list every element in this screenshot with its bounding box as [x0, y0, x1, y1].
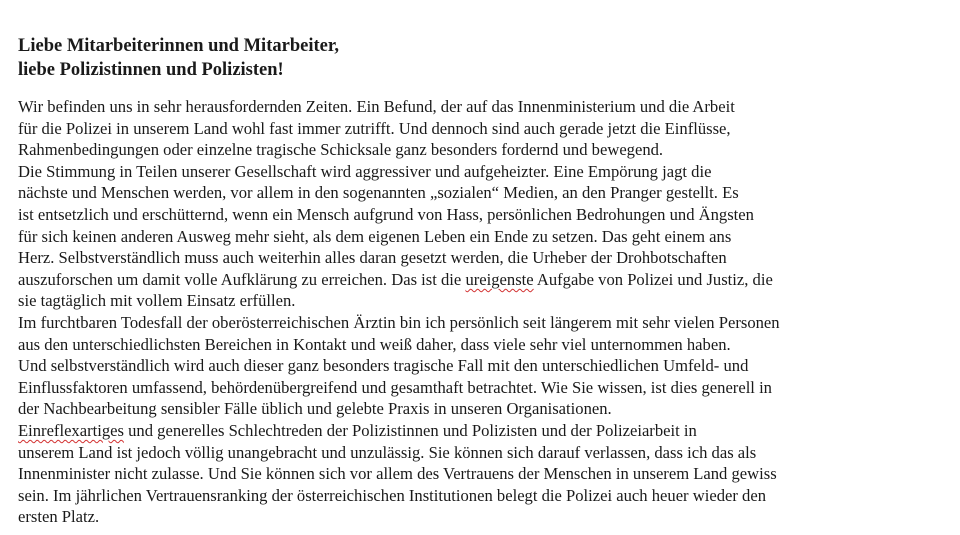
body-line-17: unserem Land ist jedoch völlig unangebracht und unzulässig. Sie können sich darauf verlassen, dass ich das als — [18, 442, 757, 462]
body-text: Aufgabe von Polizei und Justiz, die — [533, 269, 773, 289]
spellcheck-flagged-word[interactable]: Einreflexartiges — [18, 420, 124, 440]
body-line-6: ist entsetzlich und erschütternd, wenn ein Mensch aufgrund von Hass, persönlichen Bedrohungen und Ängsten — [18, 204, 754, 224]
body-line-14: Einflussfaktoren umfassend, behördenübergreifend und gesamthaft betrachtet. Wie Sie wissen, ist dies generell in — [18, 377, 772, 397]
body-line-5: nächste und Menschen werden, vor allem in den sogenannten „sozialen“ Medien, an den Pranger gestellt. Es — [18, 183, 739, 203]
salutation — [18, 34, 948, 82]
document-page[interactable] — [18, 34, 948, 528]
body-line-1: Wir befinden uns in sehr herausfordernden Zeiten. Ein Befund, der auf das Innenministerium und die Arbeit — [18, 97, 735, 116]
body-line-7: für sich keinen anderen Ausweg mehr sieht, als dem eigenen Leben ein Ende zu setzen. Das geht einem ans — [18, 226, 732, 246]
body-line-13: Und selbstverständlich wird auch dieser ganz besonders tragische Fall mit den unterschiedlichen Umfeld- und — [18, 356, 749, 376]
body-line-19: sein. Im jährlichen Vertrauensranking der österreichischen Institutionen belegt die Polizei auch heuer wieder den — [18, 485, 766, 505]
body-text: und generelles Schlechtreden der Polizistinnen und Polizisten und der Polizeiarbeit in — [123, 420, 697, 440]
body-line-15: der Nachbearbeitung sensibler Fälle üblich und gelebte Praxis in unseren Organisationen. — [18, 399, 612, 419]
body-line-2: für die Polizei in unserem Land wohl fast immer zutrifft. Und dennoch sind auch gerade jetzt die Einflüsse, — [18, 118, 731, 138]
body-line-4: Die Stimmung in Teilen unserer Gesellschaft wird aggressiver und aufgeheizter. Eine Empörung jagt die — [18, 161, 712, 181]
salutation-line-2: liebe Polizistinnen und Polizisten! — [18, 60, 284, 80]
body-line-9 — [18, 269, 948, 291]
body-text: auszuforschen um damit volle Aufklärung zu erreichen. Das ist die — [18, 269, 466, 289]
letter-body — [18, 96, 948, 528]
body-line-16 — [18, 420, 948, 442]
salutation-line-1: Liebe Mitarbeiterinnen und Mitarbeiter, — [18, 36, 339, 56]
body-line-11: Im furchtbaren Todesfall der oberösterreichischen Ärztin bin ich persönlich seit längerem mit sehr vielen Personen — [18, 312, 780, 332]
spellcheck-flagged-word[interactable]: ureigenste — [465, 269, 534, 289]
body-line-20: ersten Platz. — [18, 507, 100, 527]
body-line-8: Herz. Selbstverständlich muss auch weiterhin alles daran gesetzt werden, die Urheber der Drohbotschaften — [18, 248, 727, 268]
body-line-10: sie tagtäglich mit vollem Einsatz erfüllen. — [18, 291, 296, 311]
body-line-3: Rahmenbedingungen oder einzelne tragische Schicksale ganz besonders fordernd und bewegend. — [18, 140, 664, 160]
body-line-18: Innenminister nicht zulasse. Und Sie können sich vor allem des Vertrauens der Menschen in unserem Land gewiss — [18, 464, 777, 484]
body-line-12: aus den unterschiedlichsten Bereichen in Kontakt und weiß daher, dass viele sehr viel unternommen haben. — [18, 334, 731, 354]
